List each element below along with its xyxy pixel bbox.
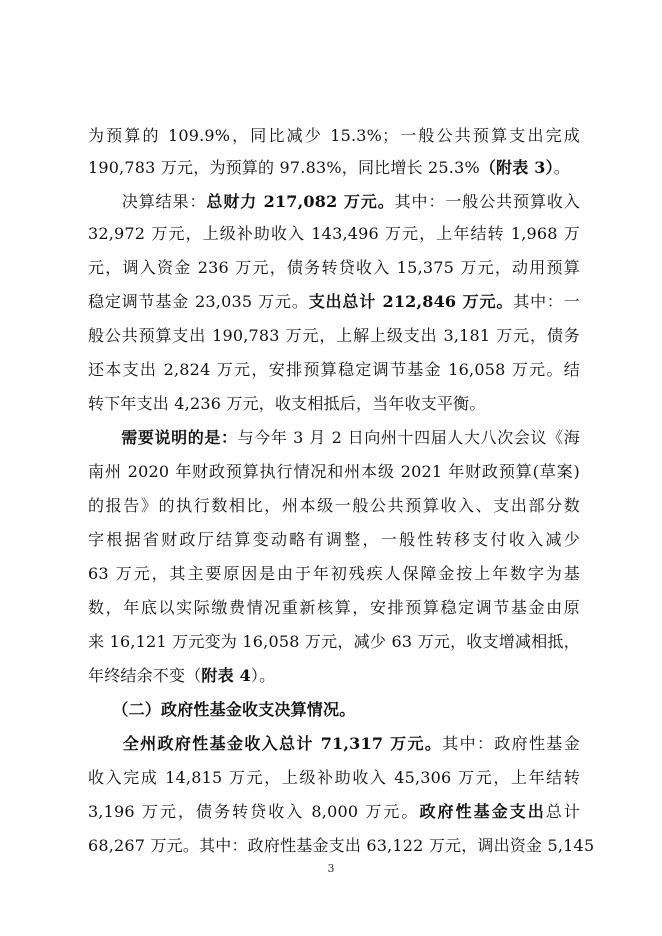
bold-text: （二）政府性基金收支决算情况。 [88,700,356,719]
text-line [88,326,580,346]
text-line [88,598,580,618]
text-line [88,224,580,244]
text-line [88,394,580,414]
text-line [88,462,580,482]
text-line [88,292,580,312]
text-line [88,258,580,278]
text-line [88,530,580,550]
text-run: 般公共预算支出 190,783 万元，上解上级支出 3,181 万元，债务 [88,326,580,345]
text-line [88,632,580,652]
text-run: 。 [553,158,570,177]
text-line [88,428,580,448]
text-run: 68,267 万元。其中：政府性基金支出 63,122 万元，调出资金 5,145 [88,836,595,855]
text-line [88,666,580,686]
text-line [88,768,580,788]
text-run: 数，年底以实际缴费情况重新核算，安排预算稳定调节基金由原 [88,598,580,617]
text-run: 190,783 万元，为预算的 97.83%，同比增长 25.3% [88,158,480,177]
text-line [88,158,580,178]
bold-text: （附表 3） [479,158,554,177]
text-line [88,360,580,380]
text-run: 32,972 万元，上级补助收入 143,496 万元，上年结转 1,968 万 [88,224,580,243]
text-run: 还本支出 2,824 万元，安排预算稳定调节基金 16,058 万元。结 [88,360,580,379]
text-line [88,126,580,146]
bold-text: 全州政府性基金收入总计 71,317 万元。 [88,734,443,753]
text-run: 3,196 万元，债务转贷收入 8,000 万元。 [88,802,420,821]
bold-text: 总财力 217,082 万元。 [206,192,395,211]
text-run [88,428,121,447]
text-run: 与今年 3 月 2 日向州十四届人大八次会议《海 [237,428,580,447]
text-run: 元，调入资金 236 万元，债务转贷收入 15,375 万元，动用预算 [88,258,580,277]
text-line [88,836,595,856]
text-line [88,192,580,212]
text-run: 其中：一 [513,292,580,311]
page-number: 3 [327,862,335,875]
text-run: 收入完成 14,815 万元，上级补助收入 45,306 万元，上年结转 [88,768,580,787]
text-line [88,496,580,516]
text-run: 字根据省财政厅结算变动略有调整，一般性转移支付收入减少 [88,530,580,549]
text-run: 转下年支出 4,236 万元，收支相抵后，当年收支平衡。 [88,394,486,413]
text-run: 决算结果： [88,192,207,211]
text-run: 其中：政府性基金 [442,734,580,753]
text-line [88,564,580,584]
bold-text: 需要说明的是： [121,428,238,447]
text-run: 年终结余不变（ [88,666,202,685]
bold-text: 附表 4 [201,666,251,685]
text-run: 为预算的 109.9%，同比减少 15.3%；一般公共预算支出完成 [88,126,580,145]
text-run: ）。 [250,666,276,685]
text-run: 来 16,121 万元变为 16,058 万元，减少 63 万元，收支增减相抵， [88,632,580,651]
bold-text: 政府性基金支出 [419,802,546,821]
text-run: 南州 2020 年财政预算执行情况和州本级 2021 年财政预算(草案) [88,462,580,481]
text-line [88,802,580,822]
text-run: 其中：一般公共预算收入 [394,192,580,211]
text-run: 63 万元，其主要原因是由于年初残疾人保障金按上年数字为基 [88,564,580,583]
text-line [88,700,580,720]
bold-text: 支出总计 212,846 万元。 [308,292,514,311]
text-run: 总计 [545,802,580,821]
text-line [88,734,580,754]
text-run: 稳定调节基金 23,035 万元。 [88,292,309,311]
text-run: 的报告》的执行数相比，州本级一般公共预算收入、支出部分数 [88,496,580,515]
